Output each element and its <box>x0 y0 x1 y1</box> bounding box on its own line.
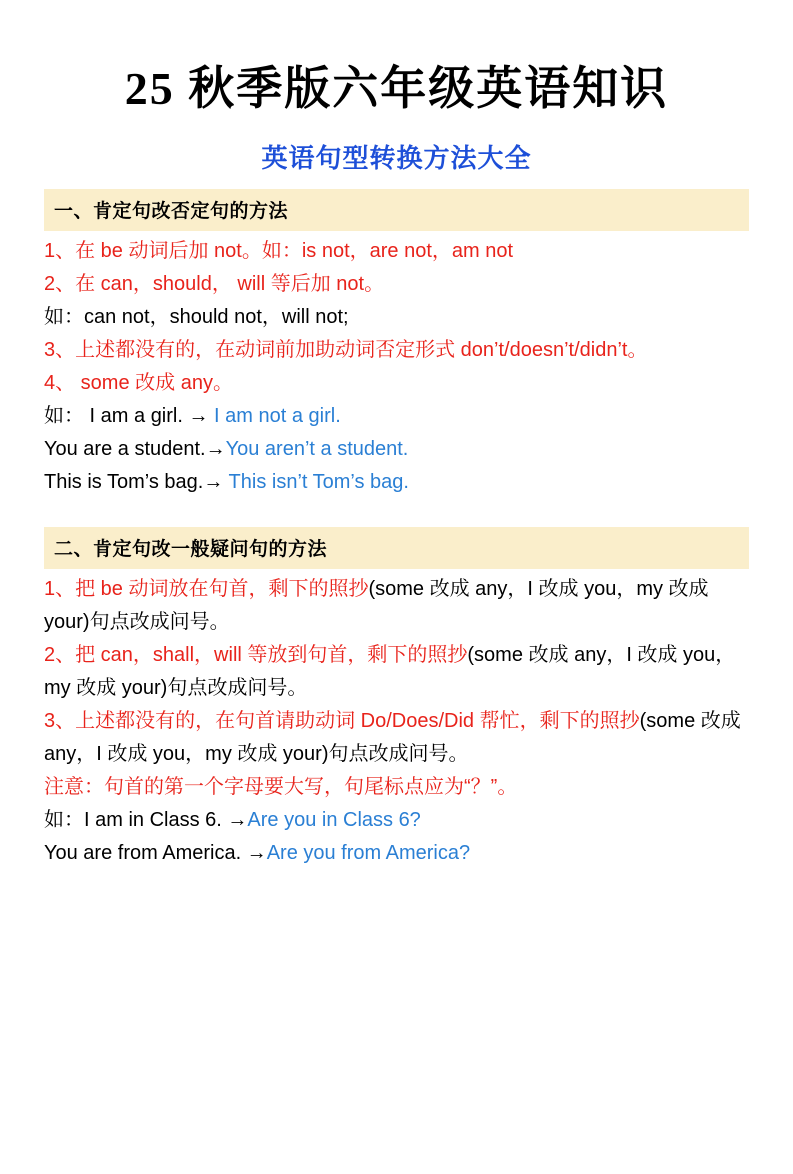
line-prefix: This is Tom’s bag.→ <box>44 471 229 493</box>
line-prefix: 2、把 can，shall，will 等放到句首，剩下的照抄 <box>44 644 468 666</box>
content-line <box>44 433 749 466</box>
line-prefix: 3、上述都没有的，在句首请助动词 Do/Does/Did 帮忙，剩下的照抄 <box>44 710 640 732</box>
line-answer: This isn’t Tom’s bag. <box>228 471 409 493</box>
section-affirmative-to-negative <box>44 189 749 499</box>
section-affirmative-to-question <box>44 527 749 870</box>
content-line: 注意：句首的第一个字母要大写，句尾标点应为“？”。 <box>44 776 518 798</box>
line-answer: Are you from America? <box>266 842 471 864</box>
content-line <box>44 837 749 870</box>
section-header: 二、肯定句改一般疑问句的方法 <box>44 527 749 569</box>
page-title: 25 秋季版六年级英语知识 <box>124 63 669 114</box>
line-prefix: 如： I am a girl. → <box>44 405 215 427</box>
page-subtitle: 英语句型转换方法大全 <box>261 143 532 173</box>
section-header: 一、肯定句改否定句的方法 <box>44 189 749 231</box>
line-prefix: 1、把 be 动词放在句首，剩下的照抄 <box>44 578 369 600</box>
line-prefix: You are a student.→ <box>44 438 226 460</box>
line-suffix: (some 改成 any，I 改成 you，my 改成 your)句点改成问号。 <box>44 578 709 633</box>
content-line <box>44 804 749 837</box>
content-line: 2、在 can，should， will 等后加 not。 <box>44 273 385 295</box>
content-line: 如：can not，should not，will not; <box>44 306 349 328</box>
section-body <box>44 573 749 870</box>
content-line: 3、上述都没有的，在动词前加助动词否定形式 don’t/doesn’t/didn’t。 <box>44 339 648 361</box>
line-suffix: (some 改成 any，I 改成 you，my 改成 your)句点改成问号。 <box>44 644 736 699</box>
section-spacer <box>44 499 749 527</box>
line-answer: You aren’t a student. <box>225 438 409 460</box>
content-line <box>44 573 749 639</box>
content-line <box>44 705 749 771</box>
section-body <box>44 235 749 499</box>
line-prefix: You are from America. → <box>44 842 267 864</box>
content-line: 1、在 be 动词后加 not。如：is not，are not，am not <box>44 240 514 262</box>
content-line <box>44 400 749 433</box>
line-suffix: (some 改成 any，I 改成 you，my 改成 your)句点改成问号。 <box>44 710 741 765</box>
line-answer: I am not a girl. <box>214 405 341 427</box>
content-line <box>44 639 749 705</box>
content-line <box>44 466 749 499</box>
document-page <box>0 52 793 870</box>
content-line: 4、 some 改成 any。 <box>44 372 233 394</box>
line-prefix: 如：I am in Class 6. → <box>44 809 248 831</box>
line-answer: Are you in Class 6? <box>247 809 421 831</box>
